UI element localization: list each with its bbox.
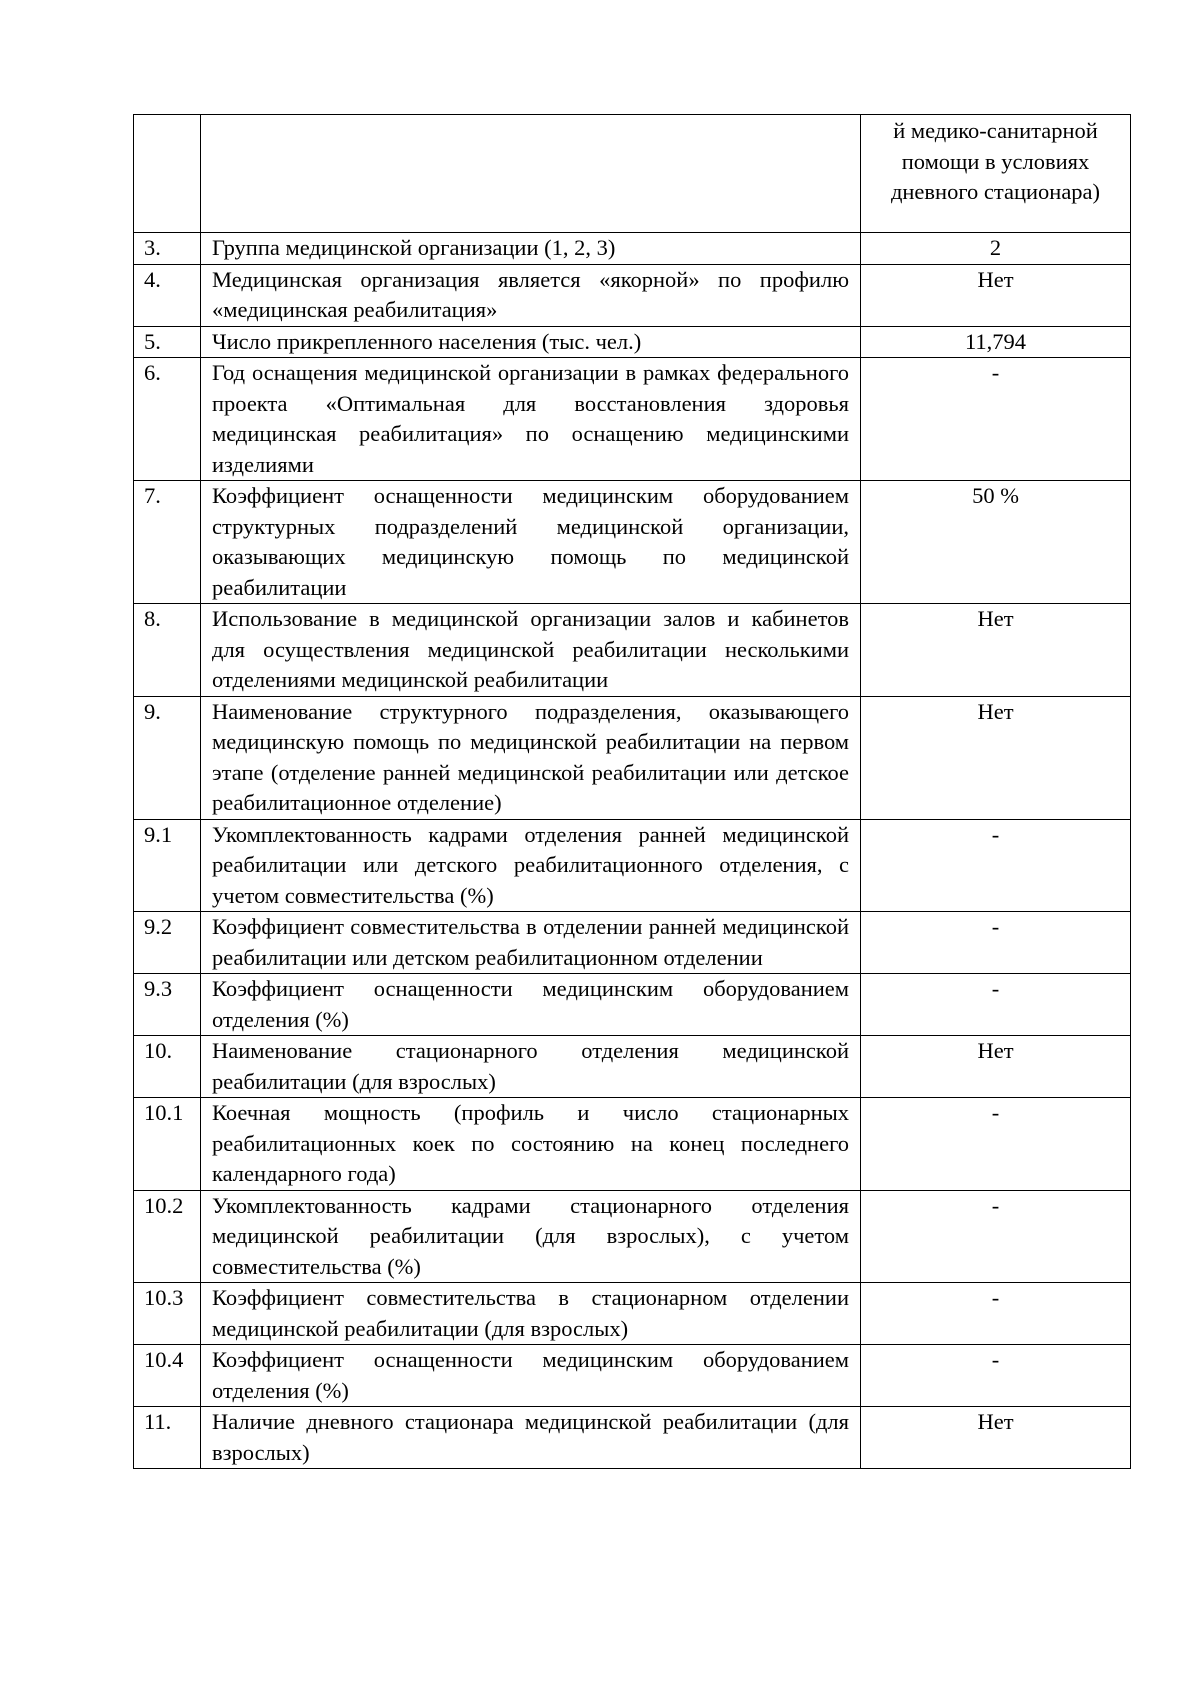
row-value: Нет xyxy=(861,604,1131,697)
row-description: Коэффициент оснащенности медицинским оборудованием отделения (%) xyxy=(201,974,861,1036)
row-description: Коэффициент оснащенности медицинским оборудованием структурных подразделений медицинской организации, оказывающих медицинскую помощь по медицинской реабилитации xyxy=(201,481,861,604)
row-number: 6. xyxy=(134,358,201,481)
row-number: 5. xyxy=(134,326,201,358)
table-row xyxy=(134,1407,1131,1469)
row-number: 10.2 xyxy=(134,1190,201,1283)
table-header-row xyxy=(134,115,1131,233)
row-number: 9.2 xyxy=(134,912,201,974)
row-value: - xyxy=(861,819,1131,912)
row-value: - xyxy=(861,1190,1131,1283)
row-value: - xyxy=(861,974,1131,1036)
row-value: - xyxy=(861,1098,1131,1191)
header-description-cell xyxy=(201,115,861,233)
row-number: 8. xyxy=(134,604,201,697)
table-row xyxy=(134,604,1131,697)
row-description: Наименование стационарного отделения медицинской реабилитации (для взрослых) xyxy=(201,1036,861,1098)
row-description: Группа медицинской организации (1, 2, 3) xyxy=(201,233,861,265)
header-value-cell xyxy=(861,115,1131,233)
row-value: Нет xyxy=(861,696,1131,819)
row-value: - xyxy=(861,358,1131,481)
table-row xyxy=(134,1098,1131,1191)
table-row xyxy=(134,819,1131,912)
row-value: - xyxy=(861,912,1131,974)
header-number-cell xyxy=(134,115,201,233)
row-description: Коэффициент совместительства в отделении ранней медицинской реабилитации или детском реабилитационном отделении xyxy=(201,912,861,974)
row-description: Коечная мощность (профиль и число стационарных реабилитационных коек по состоянию на конец последнего календарного года) xyxy=(201,1098,861,1191)
row-number: 10.3 xyxy=(134,1283,201,1345)
table-row xyxy=(134,481,1131,604)
table-row xyxy=(134,1036,1131,1098)
row-number: 9.1 xyxy=(134,819,201,912)
row-value: Нет xyxy=(861,1407,1131,1469)
row-description: Использование в медицинской организации залов и кабинетов для осуществления медицинской реабилитации несколькими отделениями медицинской реабилитации xyxy=(201,604,861,697)
row-value: - xyxy=(861,1283,1131,1345)
row-description: Коэффициент оснащенности медицинским оборудованием отделения (%) xyxy=(201,1345,861,1407)
row-description: Число прикрепленного населения (тыс. чел.) xyxy=(201,326,861,358)
row-description: Укомплектованность кадрами отделения ранней медицинской реабилитации или детского реабилитационного отделения, с учетом совместительства (%) xyxy=(201,819,861,912)
indicators-table xyxy=(133,114,1131,1469)
row-value: - xyxy=(861,1345,1131,1407)
row-number: 10.4 xyxy=(134,1345,201,1407)
table-row xyxy=(134,974,1131,1036)
table-row xyxy=(134,264,1131,326)
table-row xyxy=(134,326,1131,358)
row-number: 4. xyxy=(134,264,201,326)
table-row xyxy=(134,1283,1131,1345)
row-number: 9.3 xyxy=(134,974,201,1036)
header-value-text: й медико-санитарной помощи в условиях дневного стационара) xyxy=(890,118,1101,204)
table-row xyxy=(134,358,1131,481)
table-row xyxy=(134,912,1131,974)
row-value: 11,794 xyxy=(861,326,1131,358)
row-value: 2 xyxy=(861,233,1131,265)
row-value: Нет xyxy=(861,1036,1131,1098)
row-description: Год оснащения медицинской организации в рамках федерального проекта «Оптимальная для восстановления здоровья медицинская реабилитация» по оснащению медицинскими изделиями xyxy=(201,358,861,481)
row-number: 9. xyxy=(134,696,201,819)
row-value: Нет xyxy=(861,264,1131,326)
table-row xyxy=(134,1190,1131,1283)
table-row xyxy=(134,233,1131,265)
row-number: 10. xyxy=(134,1036,201,1098)
row-description: Наименование структурного подразделения, оказывающего медицинскую помощь по медицинской реабилитации на первом этапе (отделение ранней медицинской реабилитации или детское реабилитационное отделение) xyxy=(201,696,861,819)
row-description: Медицинская организация является «якорной» по профилю «медицинская реабилитация» xyxy=(201,264,861,326)
row-value: 50 % xyxy=(861,481,1131,604)
row-number: 3. xyxy=(134,233,201,265)
row-description: Наличие дневного стационара медицинской реабилитации (для взрослых) xyxy=(201,1407,861,1469)
row-number: 7. xyxy=(134,481,201,604)
row-number: 10.1 xyxy=(134,1098,201,1191)
table-row xyxy=(134,696,1131,819)
row-description: Укомплектованность кадрами стационарного отделения медицинской реабилитации (для взрослых), с учетом совместительства (%) xyxy=(201,1190,861,1283)
row-number: 11. xyxy=(134,1407,201,1469)
row-description: Коэффициент совместительства в стационарном отделении медицинской реабилитации (для взрослых) xyxy=(201,1283,861,1345)
table-row xyxy=(134,1345,1131,1407)
